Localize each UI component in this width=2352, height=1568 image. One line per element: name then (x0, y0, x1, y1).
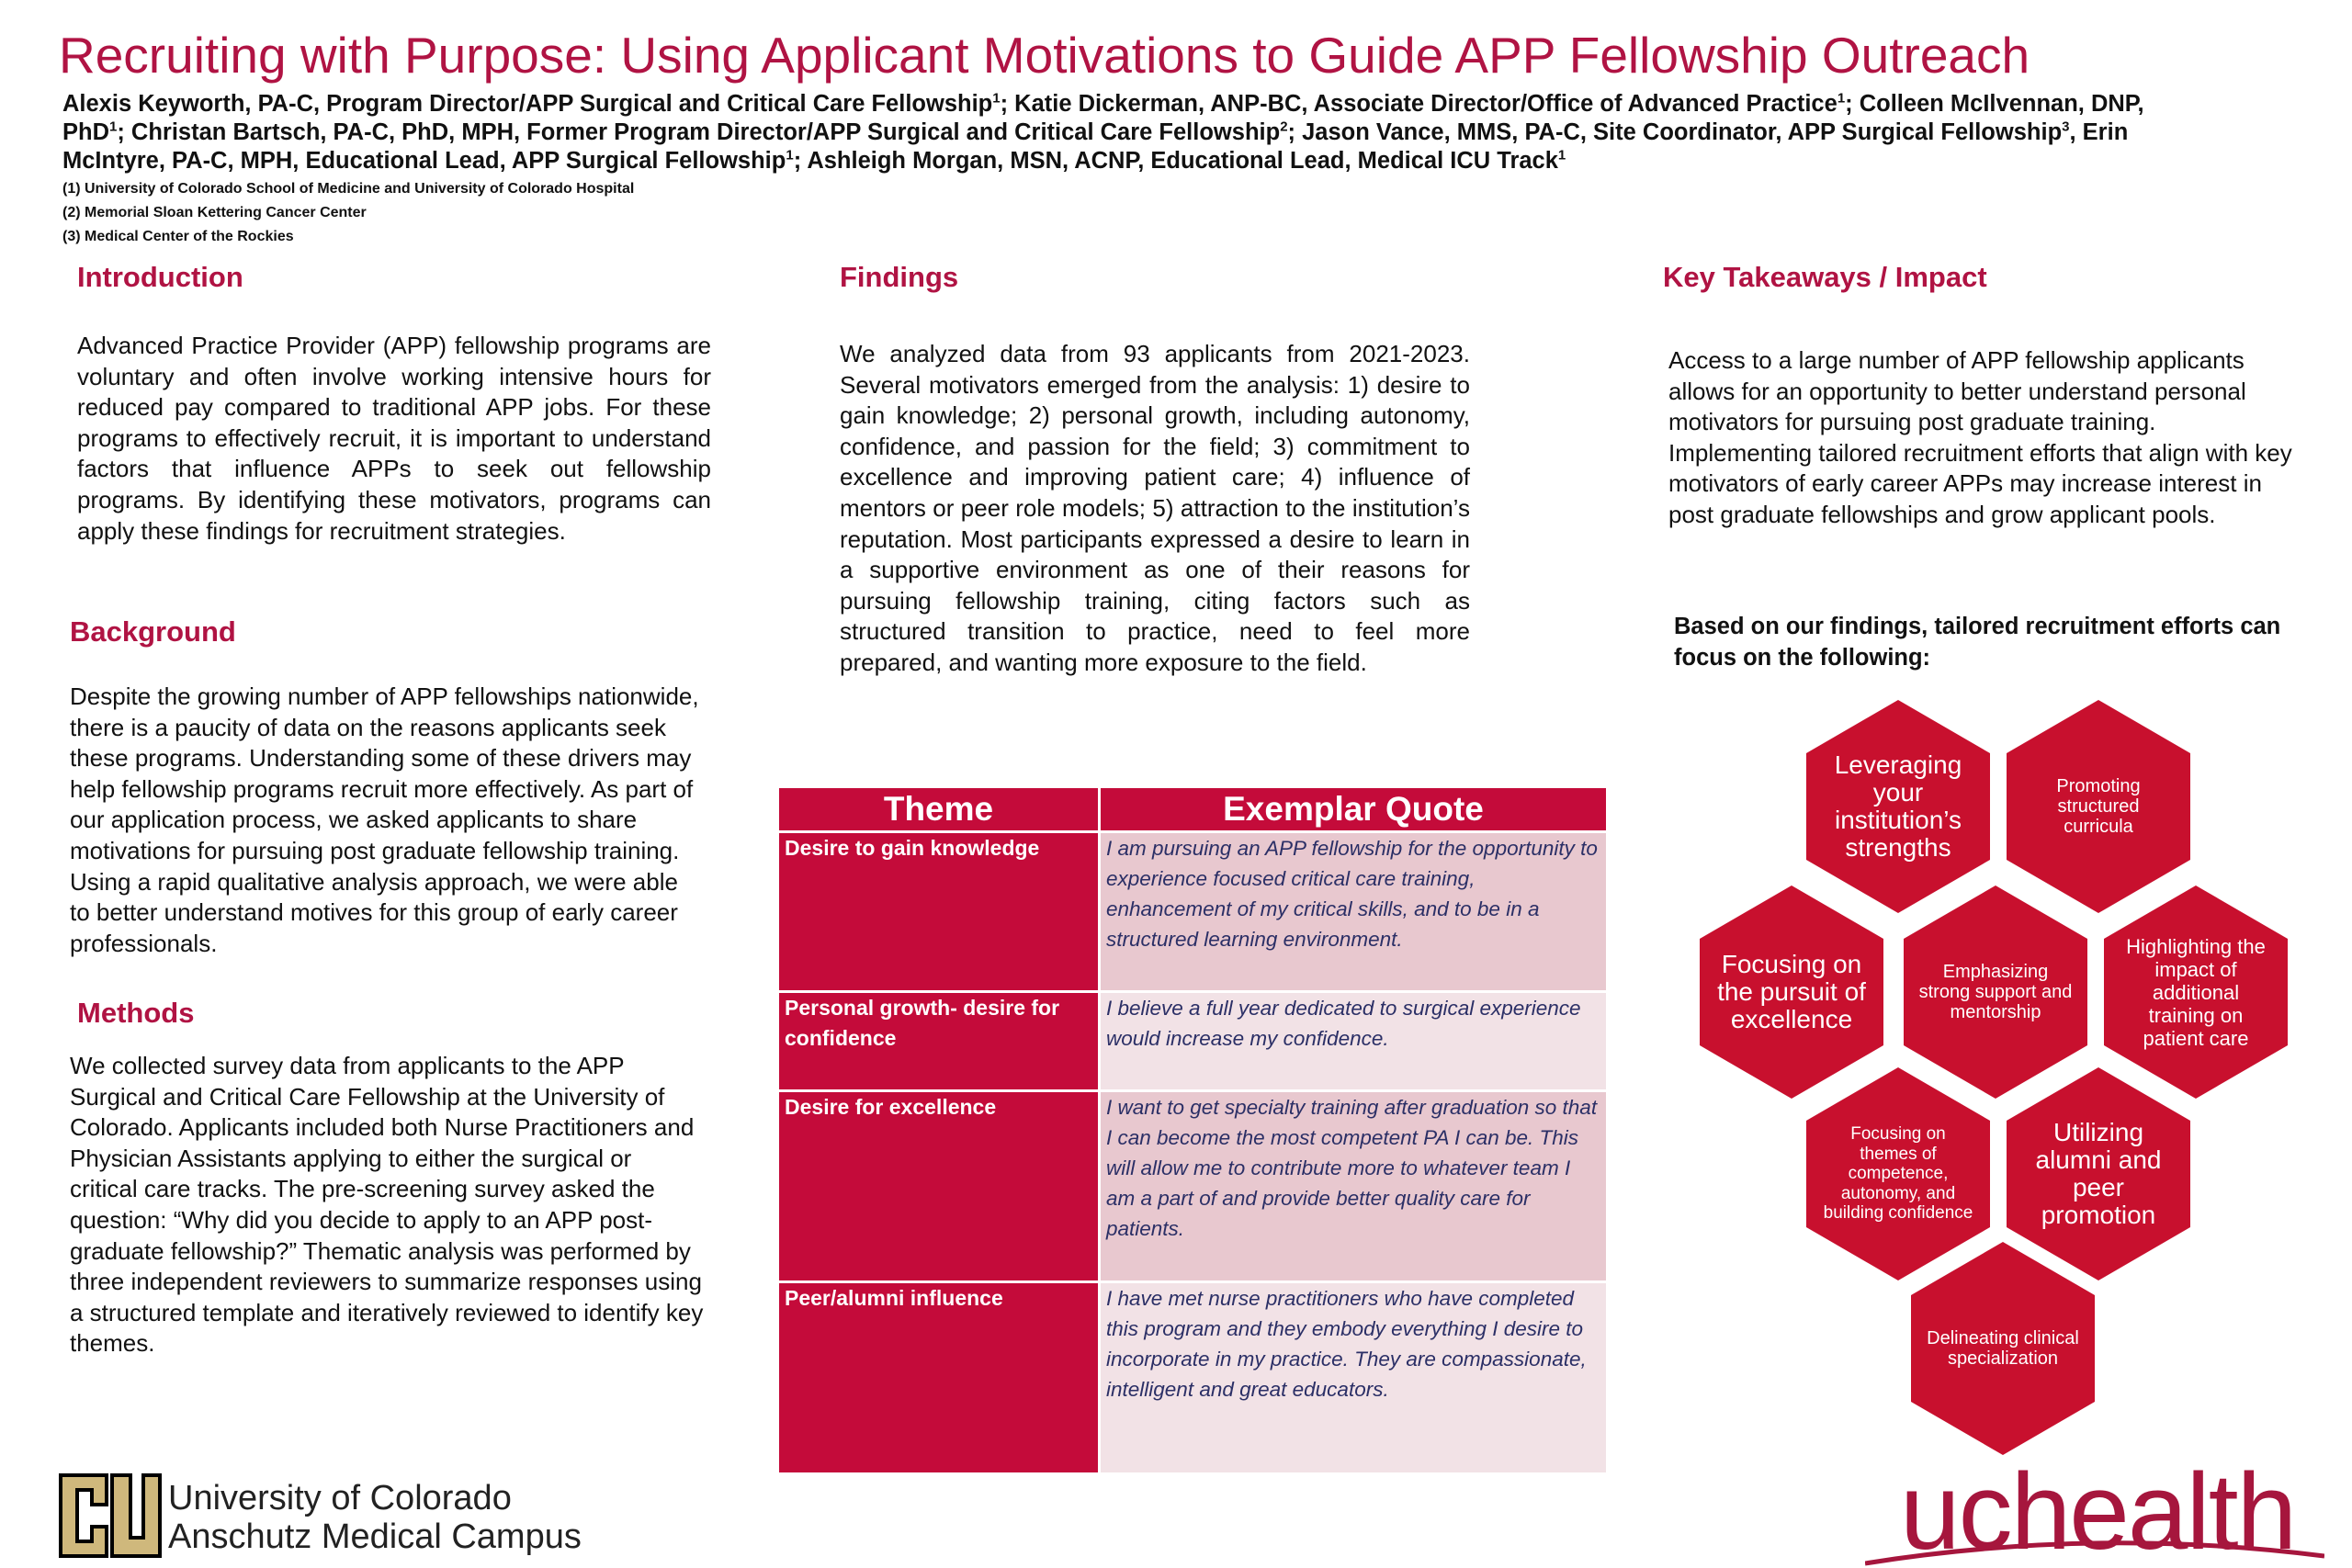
author-name: Erin McIntyre, PA-C, MPH, Educational Lead, APP Surgical Fellowship (62, 119, 2129, 174)
themes-table (779, 788, 1606, 1472)
hexagon-label: Focusing on themes of competence, autonomy, and building confidence (1823, 1124, 1973, 1224)
author-name: Christan Bartsch, PA-C, PhD, MPH, Former Program Director/APP Surgical and Critical Care Fellowship (130, 119, 1281, 145)
author-separator: ; (1845, 91, 1860, 117)
takeaways-text: Access to a large number of APP fellowship applicants allows for an opportunity to better understand personal motivators for pursuing post graduate training. Implementing tailored recruitment efforts that align with key motivators of early career APPs may increase interest in post graduate fellowships and grow applicant pools. (1668, 346, 2292, 528)
affiliation-3: (3) Medical Center of the Rockies (62, 229, 294, 244)
author-separator: ; (793, 148, 808, 174)
table-cell-theme: Personal growth- desire for confidence (779, 993, 1101, 1089)
cu-name-line2: Anschutz Medical Campus (168, 1517, 582, 1556)
hexagon-label: Emphasizing strong support and mentorship (1918, 962, 2073, 1022)
author-separator: ; (1000, 91, 1015, 117)
author-name: Colleen McIlvennan, DNP, PhD (62, 91, 2144, 145)
hexagon-label: Highlighting the impact of additional training on patient care (2126, 934, 2266, 1050)
table-cell-quote: I believe a full year dedicated to surgical experience would increase my confidence. (1101, 993, 1606, 1089)
table-cell-quote: I want to get specialty training after graduation so that I can become the most competent PA I can be. This will allow me to contribute more to whatever team I am a part of and provide better quality care for patients. (1101, 1092, 1606, 1280)
author-name: Katie Dickerman, ANP-BC, Associate Director/Office of Advanced Practice (1014, 91, 1838, 117)
table-header-quote: Exemplar Quote (1101, 788, 1606, 830)
introduction-heading: Introduction (77, 261, 243, 293)
hexagon-label: Promoting structured curricula (2056, 776, 2141, 837)
cu-logo-icon (55, 1470, 165, 1562)
table-row (779, 830, 1606, 990)
author-separator: ; (1287, 119, 1303, 145)
table-cell-theme: Desire to gain knowledge (779, 833, 1101, 990)
table-row (779, 1280, 1606, 1472)
hexagon (1806, 700, 1990, 913)
author-separator: , (2069, 119, 2083, 145)
author-affiliation-mark: 1 (786, 147, 794, 164)
hexagon-label: Focusing on the pursuit of excellence (1717, 950, 1866, 1033)
affiliation-1: (1) University of Colorado School of Medicine and University of Colorado Hospital (62, 181, 635, 197)
author-name: Ashleigh Morgan, MSN, ACNP, Educational Lead, Medical ICU Track (807, 148, 1558, 174)
uchealth-logo: uchealth (1900, 1451, 2296, 1568)
table-cell-quote: I have met nurse practitioners who have completed this program and they embody everything I desire to incorporate in my practice. They are compassionate, intelligent and great educators. (1101, 1283, 1606, 1472)
poster-title: Recruiting with Purpose: Using Applicant Motivations to Guide APP Fellowship Outreach (59, 27, 2030, 84)
introduction-text: Advanced Practice Provider (APP) fellowship programs are voluntary and often involve working intensive hours for reduced pay compared to traditional APP jobs. For these programs to effectively recruit, it is important to understand factors that influence APPs to seek out fellowship programs. By identifying these motivators, programs can apply these findings for recruitment strategies. (77, 332, 711, 545)
findings-heading: Findings (840, 261, 959, 293)
author-name: Alexis Keyworth, PA-C, Program Director/APP Surgical and Critical Care Fellowship (62, 91, 993, 117)
hexagon-label: Utilizing alumni and peer promotion (2035, 1118, 2162, 1229)
author-affiliation-mark: 1 (109, 118, 118, 135)
background-text: Despite the growing number of APP fellowships nationwide, there is a paucity of data on the reasons applicants seek these programs. Understanding some of these drivers may help fellowship programs recruit more effectively. As part of our application process, we asked applicants to share motivations for pursuing post graduate fellowship training. Using a rapid qualitative analysis approach, we were able to better understand motives for this group of early career professionals. (70, 682, 699, 957)
uchealth-swoosh-icon (1865, 1536, 2324, 1567)
takeaways-heading: Key Takeaways / Impact (1663, 261, 1987, 293)
findings-text: We analyzed data from 93 applicants from 2021-2023. Several motivators emerged from the analysis: 1) desire to gain knowledge; 2) personal growth, including autonomy, confidence, and passion for the field; 3) commitment to excellence and improving patient care; 4) influence of mentors or peer role models; 5) attraction to the institution’s reputation. Most participants expressed a desire to learn in a supportive environment as one of their reasons for pursuing fellowship training, citing factors such as structured transition to practice, need to feel more prepared, and wanting more exposure to the field. (840, 340, 1470, 676)
table-cell-theme: Peer/alumni influence (779, 1283, 1101, 1472)
author-separator: ; (117, 119, 131, 145)
methods-text: We collected survey data from applicants to the APP Surgical and Critical Care Fellowship at the University of Colorado. Applicants included both Nurse Practitioners and Physician Assistants applying to either the surgical or critical care tracks. The pre-screening survey asked the question: “Why did you decide to apply to an APP post-graduate fellowship?” Thematic analysis was performed by three independent reviewers to summarize responses using a structured template and iteratively reviewed to identify key themes. (70, 1052, 704, 1358)
affiliation-2: (2) Memorial Sloan Kettering Cancer Center (62, 205, 367, 220)
author-affiliation-mark: 1 (992, 90, 1001, 107)
table-row (779, 990, 1606, 1089)
table-header-row (779, 788, 1606, 830)
hexagon-label: Delineating clinical specialization (1927, 1328, 2079, 1369)
author-affiliation-mark: 3 (2062, 118, 2070, 135)
cu-name-line1: University of Colorado (168, 1479, 512, 1517)
author-affiliation-mark: 1 (1557, 147, 1566, 164)
table-cell-quote: I am pursuing an APP fellowship for the opportunity to experience focused critical care training, enhancement of my critical skills, and to be in a structured learning environment. (1101, 833, 1606, 990)
table-cell-theme: Desire for excellence (779, 1092, 1101, 1280)
table-header-theme: Theme (779, 788, 1101, 830)
table-row (779, 1089, 1606, 1280)
author-name: Jason Vance, MMS, PA-C, Site Coordinator, APP Surgical Fellowship (1302, 119, 2063, 145)
hexagon-label: Leveraging your institution’s strengths (1834, 750, 1962, 862)
hexagon (1911, 1242, 2095, 1455)
hexagon (2007, 700, 2190, 913)
author-affiliation-mark: 1 (1837, 90, 1846, 107)
author-list (62, 90, 2203, 175)
background-heading: Background (70, 615, 236, 648)
focus-intro: Based on our findings, tailored recruitment efforts can focus on the following: (1674, 614, 2281, 671)
methods-heading: Methods (77, 997, 195, 1029)
author-affiliation-mark: 2 (1280, 118, 1288, 135)
